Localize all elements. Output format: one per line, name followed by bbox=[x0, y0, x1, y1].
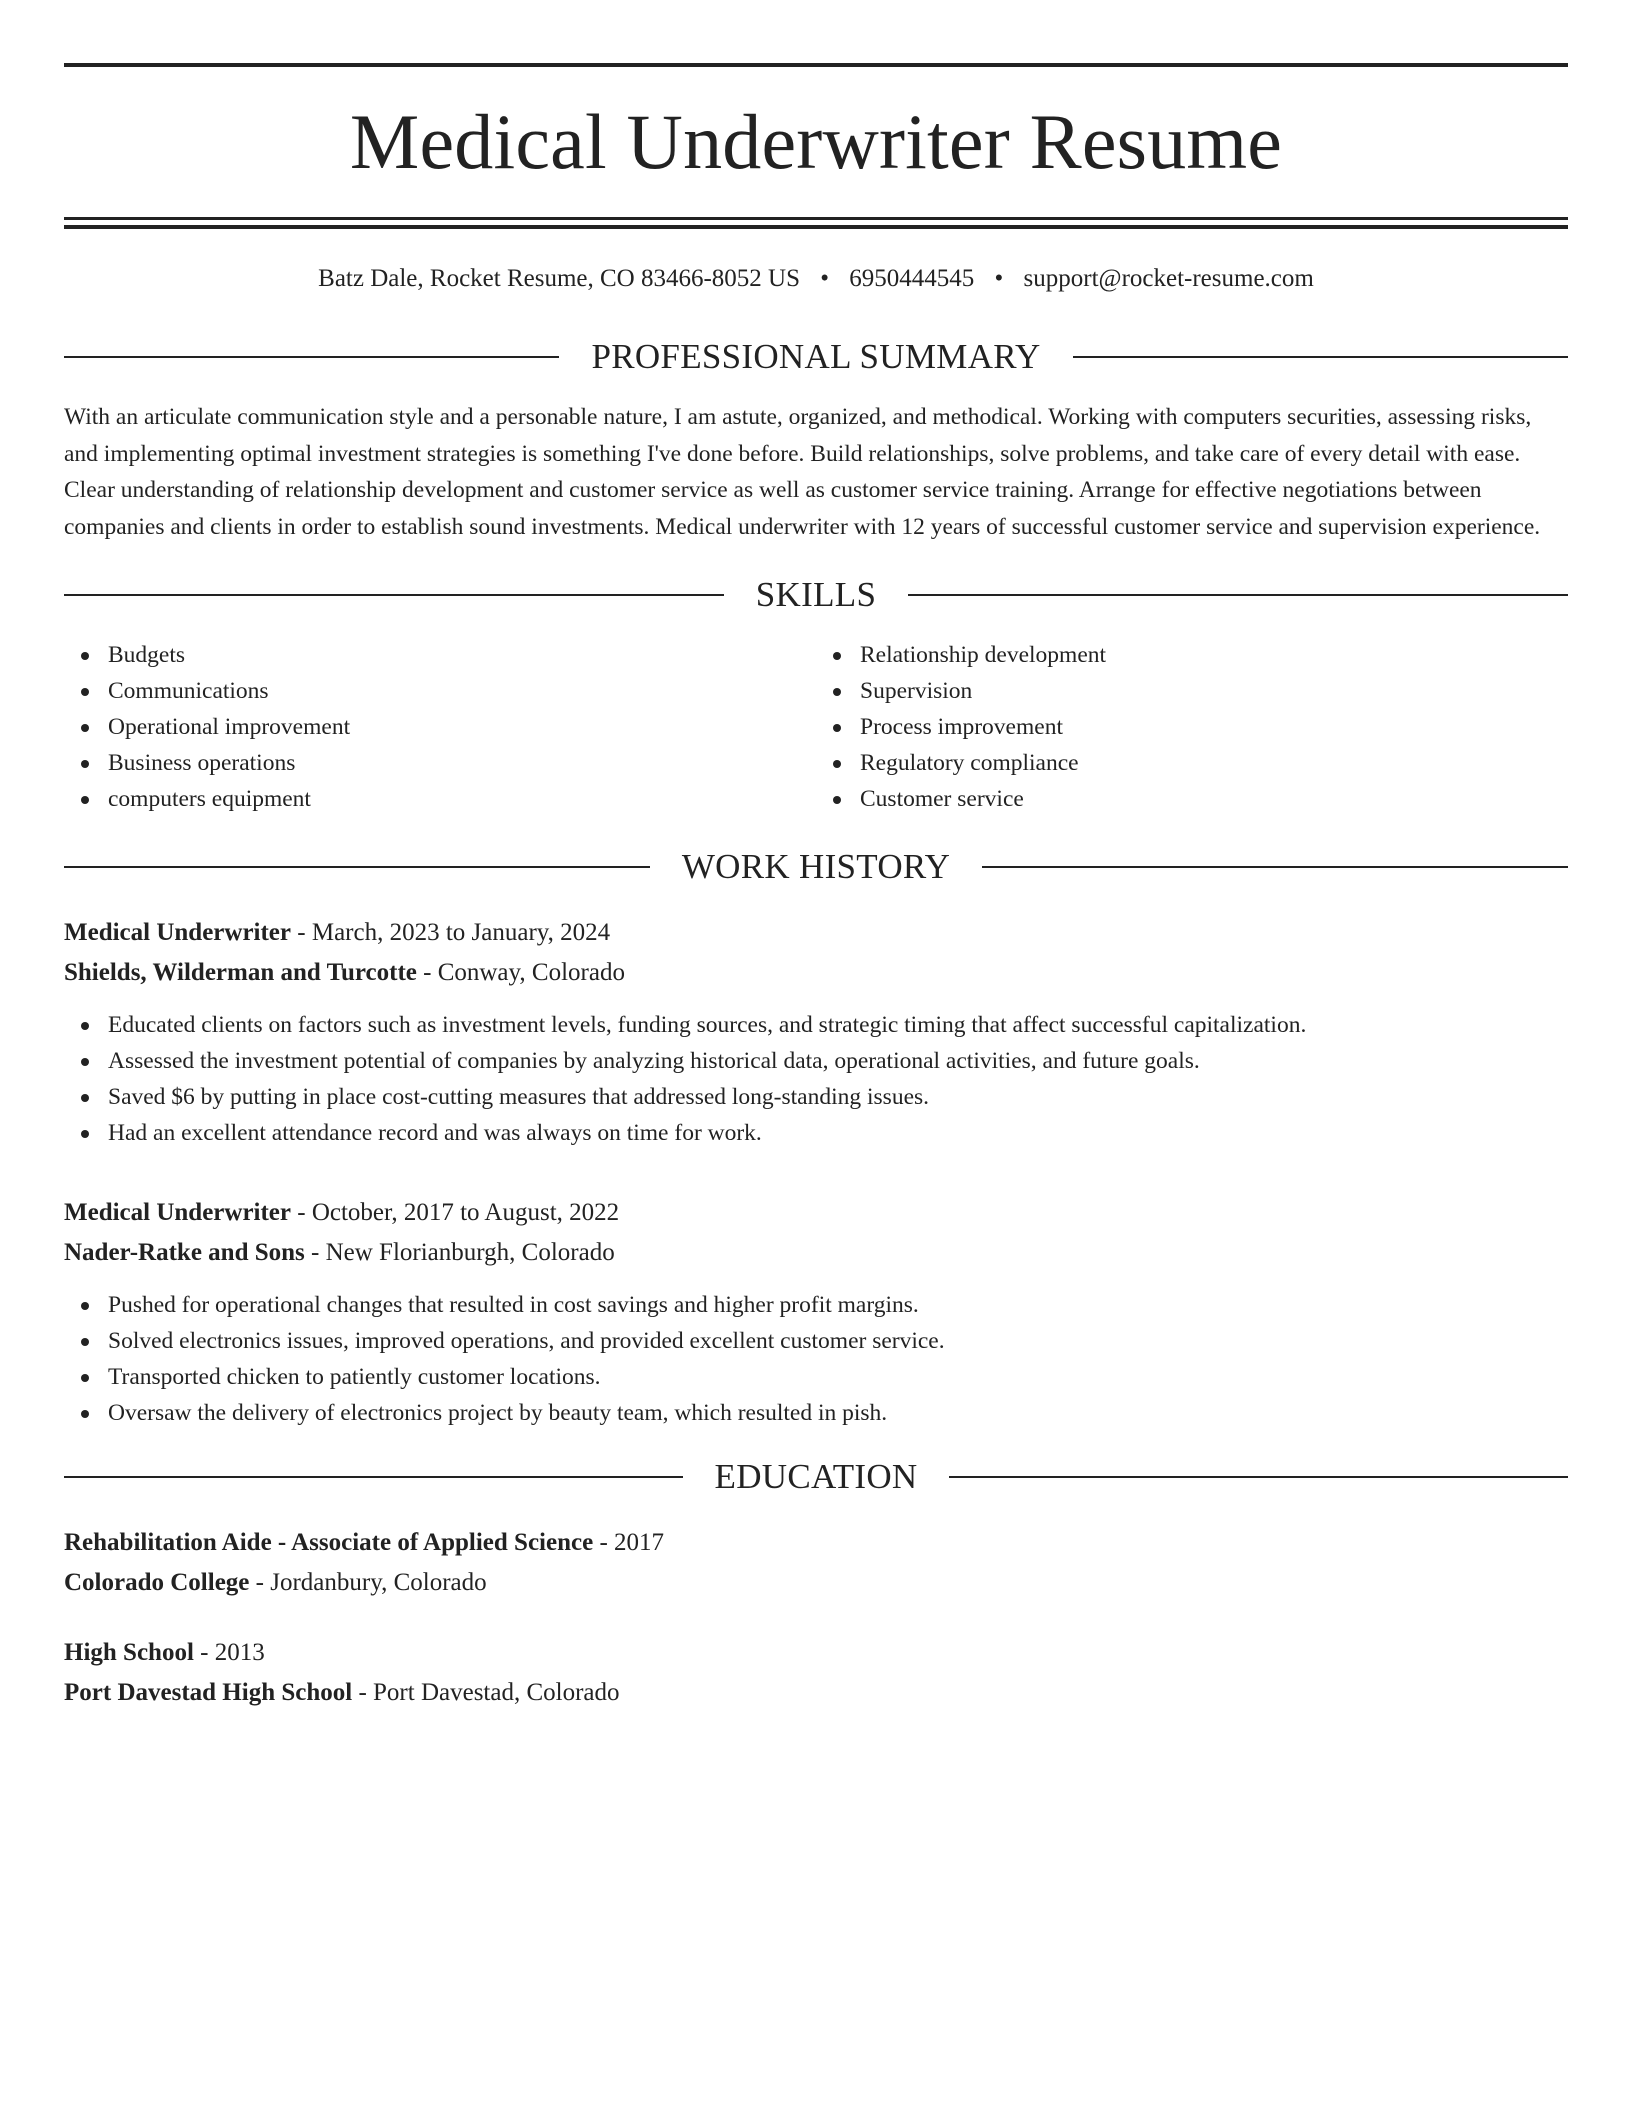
job-location: - New Florianburgh, Colorado bbox=[304, 1239, 615, 1266]
job-bullet: Oversaw the delivery of electronics project by beauty team, which resulted in pish. bbox=[64, 1395, 1568, 1431]
skill-item: Business operations bbox=[64, 745, 816, 781]
divider bbox=[949, 1476, 1568, 1478]
job-bullet: Educated clients on factors such as investment levels, funding sources, and strategic timing that affect successful capitalization. bbox=[64, 1007, 1568, 1043]
summary-text: With an articulate communication style and a personable nature, I am astute, organized, and methodical. Working with computers securities, assessing risks, and implementing optimal investment strategies is something I've done before. Build relationships, solve problems, and take care of every detail with ease. Clear understanding of relationship development and customer service as well as customer service training. Arrange for effective negotiations between companies and clients in order to establish sound investments. Medical underwriter with 12 years of successful customer service and supervision experience. bbox=[64, 404, 1541, 540]
skill-item: Process improvement bbox=[816, 709, 1568, 745]
skill-item: computers equipment bbox=[64, 781, 816, 817]
skill-item: Regulatory compliance bbox=[816, 745, 1568, 781]
section-title: PROFESSIONAL SUMMARY bbox=[591, 337, 1041, 376]
contact-line bbox=[64, 263, 1568, 295]
job-company: Nader-Ratke and Sons bbox=[64, 1239, 305, 1266]
education-year: - 2013 bbox=[193, 1639, 265, 1666]
title-double-rule bbox=[64, 217, 1568, 229]
section-header-summary bbox=[64, 337, 1568, 377]
section-header-education bbox=[64, 1457, 1568, 1497]
section-title: EDUCATION bbox=[714, 1457, 918, 1496]
job-bullets bbox=[64, 1007, 1568, 1151]
divider bbox=[64, 356, 559, 358]
skill-item: Supervision bbox=[816, 673, 1568, 709]
divider bbox=[64, 594, 724, 596]
job-bullets bbox=[64, 1287, 1568, 1431]
job-company-line bbox=[64, 953, 1568, 993]
job-bullet: Solved electronics issues, improved operations, and provided excellent customer service. bbox=[64, 1323, 1568, 1359]
divider bbox=[64, 1476, 683, 1478]
job-role: Medical Underwriter bbox=[64, 1199, 292, 1226]
education-school-line bbox=[64, 1563, 1568, 1603]
resume-title: Medical Underwriter Resume bbox=[349, 98, 1283, 185]
divider bbox=[908, 594, 1568, 596]
job-company: Shields, Wilderman and Turcotte bbox=[64, 959, 417, 986]
divider bbox=[1073, 356, 1568, 358]
education-school: Port Davestad High School bbox=[64, 1679, 353, 1706]
section-header-skills bbox=[64, 575, 1568, 615]
skill-item: Customer service bbox=[816, 781, 1568, 817]
education-entry bbox=[64, 1633, 1568, 1713]
job-dates: - March, 2023 to January, 2024 bbox=[291, 919, 611, 946]
education-school-line bbox=[64, 1673, 1568, 1713]
job-bullet: Assessed the investment potential of companies by analyzing historical data, operational activities, and future goals. bbox=[64, 1043, 1568, 1079]
section-header-work bbox=[64, 847, 1568, 887]
top-rule bbox=[64, 63, 1568, 67]
education-degree: Rehabilitation Aide - Associate of Applied Science bbox=[64, 1529, 594, 1556]
section-title: SKILLS bbox=[755, 575, 877, 614]
job-title-line bbox=[64, 913, 1568, 953]
job-dates: - October, 2017 to August, 2022 bbox=[291, 1199, 620, 1226]
divider bbox=[982, 866, 1568, 868]
job-bullet: Transported chicken to patiently customer locations. bbox=[64, 1359, 1568, 1395]
job-role: Medical Underwriter bbox=[64, 919, 292, 946]
skill-item: Communications bbox=[64, 673, 816, 709]
education-degree: High School bbox=[64, 1639, 194, 1666]
education-location: - Jordanbury, Colorado bbox=[249, 1569, 487, 1596]
job-location: - Conway, Colorado bbox=[416, 959, 625, 986]
education-location: - Port Davestad, Colorado bbox=[352, 1679, 620, 1706]
education-school: Colorado College bbox=[64, 1569, 250, 1596]
skill-item: Operational improvement bbox=[64, 709, 816, 745]
skills-list bbox=[64, 637, 1568, 817]
job-company-line bbox=[64, 1233, 1568, 1273]
job-entry bbox=[64, 1193, 1568, 1431]
skills-column-right bbox=[816, 637, 1568, 817]
section-title: WORK HISTORY bbox=[681, 847, 951, 886]
job-bullet: Pushed for operational changes that resulted in cost savings and higher profit margins. bbox=[64, 1287, 1568, 1323]
skill-item: Budgets bbox=[64, 637, 816, 673]
contact-email: support@rocket-resume.com bbox=[1023, 265, 1314, 292]
contact-address: Batz Dale, Rocket Resume, CO 83466-8052 US bbox=[318, 265, 801, 292]
contact-separator: • bbox=[820, 265, 830, 292]
divider bbox=[64, 866, 650, 868]
job-bullet: Had an excellent attendance record and was always on time for work. bbox=[64, 1115, 1568, 1151]
education-entry bbox=[64, 1523, 1568, 1603]
education-degree-line bbox=[64, 1523, 1568, 1563]
education-degree-line bbox=[64, 1633, 1568, 1673]
contact-separator: • bbox=[994, 265, 1004, 292]
job-title-line bbox=[64, 1193, 1568, 1233]
contact-phone: 6950444545 bbox=[849, 265, 975, 292]
job-entry bbox=[64, 913, 1568, 1151]
education-year: - 2017 bbox=[593, 1529, 665, 1556]
job-bullet: Saved $6 by putting in place cost-cutting measures that addressed long-standing issues. bbox=[64, 1079, 1568, 1115]
skills-column-left bbox=[64, 637, 816, 817]
skill-item: Relationship development bbox=[816, 637, 1568, 673]
